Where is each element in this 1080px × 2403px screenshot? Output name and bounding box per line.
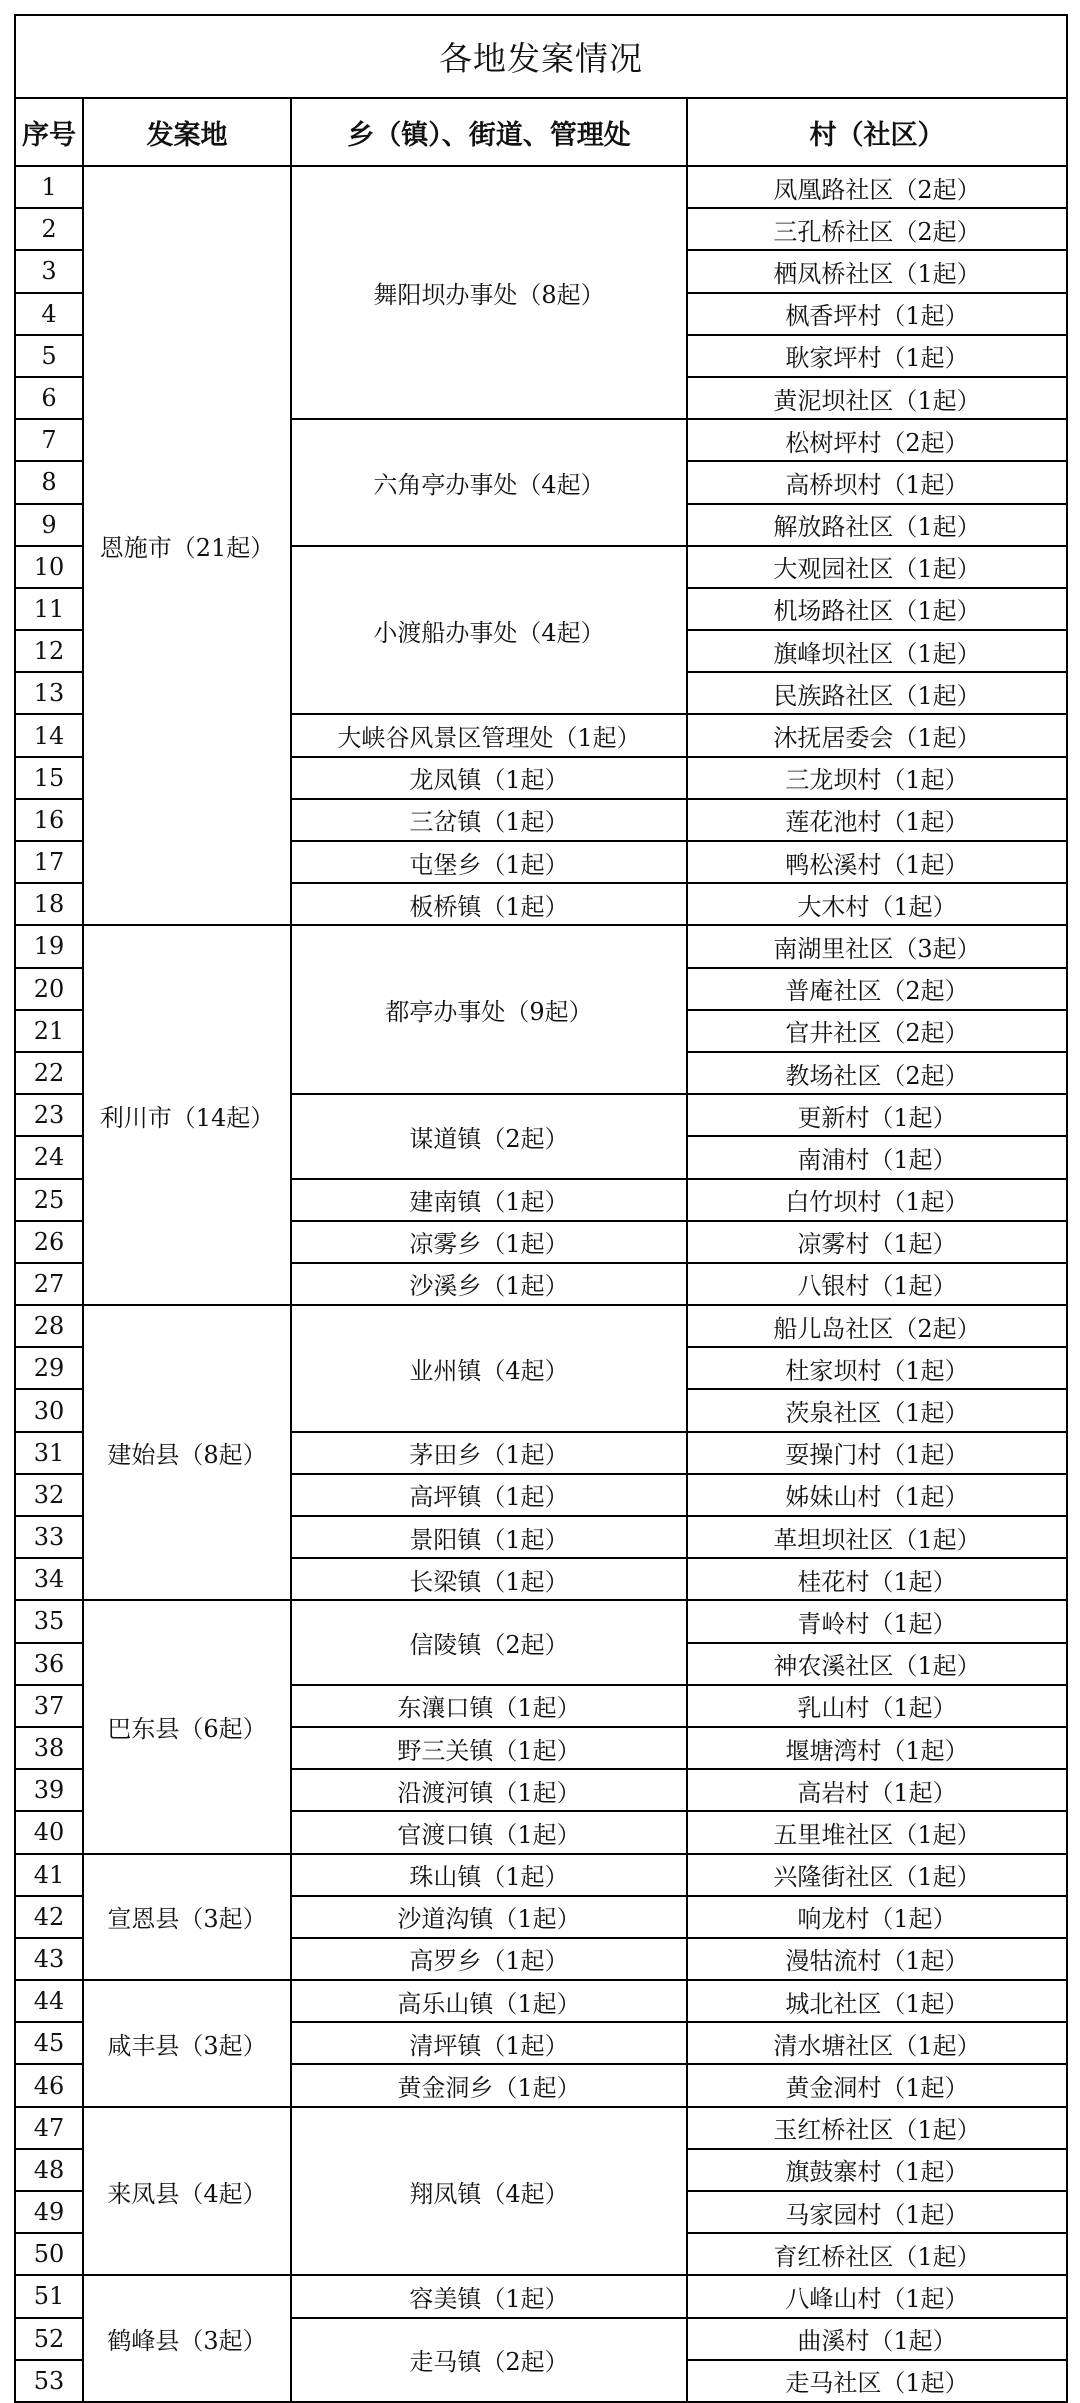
village-cell: 漫牯流村（1起）	[687, 1938, 1067, 1980]
township-cell: 茅田乡（1起）	[291, 1432, 687, 1474]
place-cell: 恩施市（21起）	[83, 166, 291, 925]
row-number: 37	[15, 1685, 83, 1727]
township-cell: 官渡口镇（1起）	[291, 1811, 687, 1853]
row-number: 50	[15, 2233, 83, 2275]
village-cell: 姊妹山村（1起）	[687, 1474, 1067, 1516]
row-number: 14	[15, 714, 83, 756]
row-number: 36	[15, 1643, 83, 1685]
township-cell: 沙溪乡（1起）	[291, 1263, 687, 1305]
row-number: 23	[15, 1094, 83, 1136]
row-number: 29	[15, 1347, 83, 1389]
township-cell: 小渡船办事处（4起）	[291, 546, 687, 715]
township-cell: 谋道镇（2起）	[291, 1094, 687, 1178]
township-cell: 野三关镇（1起）	[291, 1727, 687, 1769]
village-cell: 神农溪社区（1起）	[687, 1643, 1067, 1685]
row-number: 11	[15, 588, 83, 630]
row-number: 8	[15, 461, 83, 503]
village-cell: 革坦坝社区（1起）	[687, 1516, 1067, 1558]
village-cell: 凤凰路社区（2起）	[687, 166, 1067, 208]
village-cell: 玉红桥社区（1起）	[687, 2107, 1067, 2149]
village-cell: 南浦村（1起）	[687, 1136, 1067, 1178]
row-number: 39	[15, 1769, 83, 1811]
village-cell: 堰塘湾村（1起）	[687, 1727, 1067, 1769]
township-cell: 高罗乡（1起）	[291, 1938, 687, 1980]
township-cell: 沙道沟镇（1起）	[291, 1896, 687, 1938]
village-cell: 杜家坝村（1起）	[687, 1347, 1067, 1389]
township-cell: 清坪镇（1起）	[291, 2022, 687, 2064]
row-number: 33	[15, 1516, 83, 1558]
row-number: 3	[15, 250, 83, 292]
township-cell: 景阳镇（1起）	[291, 1516, 687, 1558]
table-title: 各地发案情况	[15, 15, 1067, 98]
place-cell: 利川市（14起）	[83, 925, 291, 1305]
township-cell: 高坪镇（1起）	[291, 1474, 687, 1516]
row-number: 49	[15, 2191, 83, 2233]
table-row	[15, 1305, 1067, 1347]
village-cell: 黄泥坝社区（1起）	[687, 377, 1067, 419]
village-cell: 马家园村（1起）	[687, 2191, 1067, 2233]
village-cell: 城北社区（1起）	[687, 1980, 1067, 2022]
village-cell: 清水塘社区（1起）	[687, 2022, 1067, 2064]
village-cell: 耍操门村（1起）	[687, 1432, 1067, 1474]
row-number: 2	[15, 208, 83, 250]
village-cell: 枫香坪村（1起）	[687, 293, 1067, 335]
village-cell: 旗峰坝社区（1起）	[687, 630, 1067, 672]
place-cell: 咸丰县（3起）	[83, 1980, 291, 2107]
row-number: 16	[15, 799, 83, 841]
township-cell: 六角亭办事处（4起）	[291, 419, 687, 546]
header-township: 乡（镇）、街道、管理处	[291, 98, 687, 166]
township-cell: 三岔镇（1起）	[291, 799, 687, 841]
row-number: 53	[15, 2360, 83, 2402]
row-number: 48	[15, 2149, 83, 2191]
village-cell: 民族路社区（1起）	[687, 672, 1067, 714]
row-number: 52	[15, 2318, 83, 2360]
village-cell: 南湖里社区（3起）	[687, 925, 1067, 967]
table-body	[15, 166, 1067, 2402]
village-cell: 桂花村（1起）	[687, 1558, 1067, 1600]
place-cell: 来凤县（4起）	[83, 2107, 291, 2276]
village-cell: 解放路社区（1起）	[687, 504, 1067, 546]
table-row	[15, 166, 1067, 208]
village-cell: 乳山村（1起）	[687, 1685, 1067, 1727]
case-table	[14, 14, 1068, 2403]
village-cell: 船儿岛社区（2起）	[687, 1305, 1067, 1347]
table-row	[15, 2275, 1067, 2317]
row-number: 24	[15, 1136, 83, 1178]
row-number: 18	[15, 883, 83, 925]
village-cell: 响龙村（1起）	[687, 1896, 1067, 1938]
place-cell: 建始县（8起）	[83, 1305, 291, 1600]
table-row	[15, 2107, 1067, 2149]
row-number: 21	[15, 1010, 83, 1052]
row-number: 6	[15, 377, 83, 419]
row-number: 19	[15, 925, 83, 967]
row-number: 17	[15, 841, 83, 883]
table-row	[15, 1854, 1067, 1896]
row-number: 42	[15, 1896, 83, 1938]
village-cell: 耿家坪村（1起）	[687, 335, 1067, 377]
row-number: 40	[15, 1811, 83, 1853]
header-village: 村（社区）	[687, 98, 1067, 166]
village-cell: 栖凤桥社区（1起）	[687, 250, 1067, 292]
row-number: 9	[15, 504, 83, 546]
village-cell: 机场路社区（1起）	[687, 588, 1067, 630]
village-cell: 兴隆街社区（1起）	[687, 1854, 1067, 1896]
township-cell: 业州镇（4起）	[291, 1305, 687, 1432]
row-number: 10	[15, 546, 83, 588]
township-cell: 建南镇（1起）	[291, 1179, 687, 1221]
township-cell: 都亭办事处（9起）	[291, 925, 687, 1094]
row-number: 13	[15, 672, 83, 714]
row-number: 15	[15, 757, 83, 799]
row-number: 32	[15, 1474, 83, 1516]
row-number: 31	[15, 1432, 83, 1474]
township-cell: 沿渡河镇（1起）	[291, 1769, 687, 1811]
row-number: 25	[15, 1179, 83, 1221]
table-row	[15, 925, 1067, 967]
village-cell: 普庵社区（2起）	[687, 968, 1067, 1010]
row-number: 27	[15, 1263, 83, 1305]
table-row	[15, 1980, 1067, 2022]
row-number: 12	[15, 630, 83, 672]
village-cell: 茨泉社区（1起）	[687, 1389, 1067, 1431]
village-cell: 大观园社区（1起）	[687, 546, 1067, 588]
row-number: 26	[15, 1221, 83, 1263]
village-cell: 莲花池村（1起）	[687, 799, 1067, 841]
table-row	[15, 1600, 1067, 1642]
row-number: 45	[15, 2022, 83, 2064]
row-number: 30	[15, 1389, 83, 1431]
township-cell: 高乐山镇（1起）	[291, 1980, 687, 2022]
row-number: 43	[15, 1938, 83, 1980]
village-cell: 沐抚居委会（1起）	[687, 714, 1067, 756]
township-cell: 凉雾乡（1起）	[291, 1221, 687, 1263]
village-cell: 八银村（1起）	[687, 1263, 1067, 1305]
row-number: 28	[15, 1305, 83, 1347]
village-cell: 育红桥社区（1起）	[687, 2233, 1067, 2275]
village-cell: 八峰山村（1起）	[687, 2275, 1067, 2317]
township-cell: 容美镇（1起）	[291, 2275, 687, 2317]
village-cell: 大木村（1起）	[687, 883, 1067, 925]
village-cell: 旗鼓寨村（1起）	[687, 2149, 1067, 2191]
township-cell: 舞阳坝办事处（8起）	[291, 166, 687, 419]
township-cell: 长梁镇（1起）	[291, 1558, 687, 1600]
village-cell: 白竹坝村（1起）	[687, 1179, 1067, 1221]
row-number: 7	[15, 419, 83, 461]
township-cell: 大峡谷风景区管理处（1起）	[291, 714, 687, 756]
township-cell: 走马镇（2起）	[291, 2318, 687, 2402]
township-cell: 板桥镇（1起）	[291, 883, 687, 925]
row-number: 20	[15, 968, 83, 1010]
township-cell: 屯堡乡（1起）	[291, 841, 687, 883]
township-cell: 翔凤镇（4起）	[291, 2107, 687, 2276]
village-cell: 官井社区（2起）	[687, 1010, 1067, 1052]
row-number: 5	[15, 335, 83, 377]
village-cell: 松树坪村（2起）	[687, 419, 1067, 461]
row-number: 46	[15, 2064, 83, 2106]
row-number: 34	[15, 1558, 83, 1600]
row-number: 1	[15, 166, 83, 208]
village-cell: 鸭松溪村（1起）	[687, 841, 1067, 883]
township-cell: 龙凤镇（1起）	[291, 757, 687, 799]
village-cell: 青岭村（1起）	[687, 1600, 1067, 1642]
row-number: 51	[15, 2275, 83, 2317]
place-cell: 鹤峰县（3起）	[83, 2275, 291, 2402]
row-number: 41	[15, 1854, 83, 1896]
row-number: 35	[15, 1600, 83, 1642]
place-cell: 宣恩县（3起）	[83, 1854, 291, 1981]
row-number: 44	[15, 1980, 83, 2022]
village-cell: 凉雾村（1起）	[687, 1221, 1067, 1263]
case-table-sheet	[14, 14, 1066, 2403]
row-number: 47	[15, 2107, 83, 2149]
village-cell: 曲溪村（1起）	[687, 2318, 1067, 2360]
village-cell: 教场社区（2起）	[687, 1052, 1067, 1094]
village-cell: 高岩村（1起）	[687, 1769, 1067, 1811]
village-cell: 高桥坝村（1起）	[687, 461, 1067, 503]
village-cell: 三龙坝村（1起）	[687, 757, 1067, 799]
village-cell: 黄金洞村（1起）	[687, 2064, 1067, 2106]
header-place: 发案地	[83, 98, 291, 166]
township-cell: 东瀼口镇（1起）	[291, 1685, 687, 1727]
township-cell: 珠山镇（1起）	[291, 1854, 687, 1896]
place-cell: 巴东县（6起）	[83, 1600, 291, 1853]
village-cell: 三孔桥社区（2起）	[687, 208, 1067, 250]
row-number: 22	[15, 1052, 83, 1094]
township-cell: 信陵镇（2起）	[291, 1600, 687, 1684]
village-cell: 五里堆社区（1起）	[687, 1811, 1067, 1853]
row-number: 4	[15, 293, 83, 335]
village-cell: 走马社区（1起）	[687, 2360, 1067, 2402]
header-seq: 序号	[15, 98, 83, 166]
township-cell: 黄金洞乡（1起）	[291, 2064, 687, 2106]
row-number: 38	[15, 1727, 83, 1769]
village-cell: 更新村（1起）	[687, 1094, 1067, 1136]
